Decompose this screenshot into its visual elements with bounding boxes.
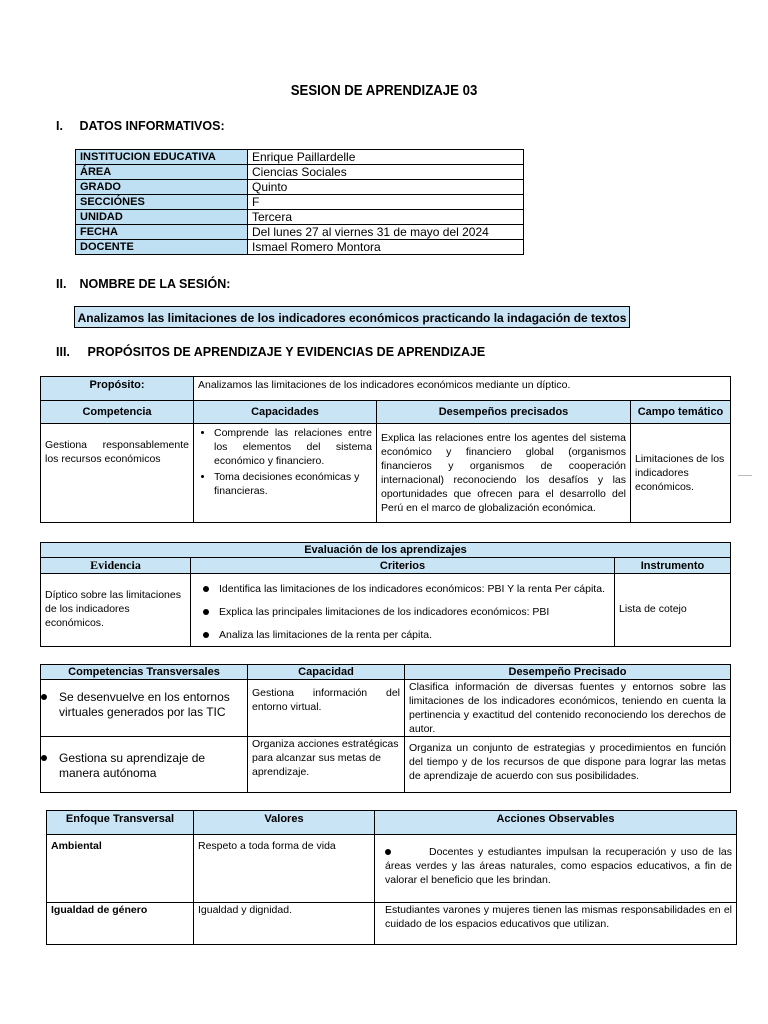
desempeno-cell: Clasifica información de diversas fuentes y entornos sobre las limitaciones de los indicadores económicos, teniendo en cuenta la pertinencia y exactitud del contenido reconociendo los derechos de autor. <box>405 680 731 737</box>
criterios-cell <box>191 574 615 647</box>
header-capacidades: Capacidades <box>194 401 377 424</box>
bullet-icon <box>385 849 391 855</box>
list-item: • Comprende las relaciones entre los elementos del sistema económico y financiero. <box>214 426 372 468</box>
competencia-transversal: Se desenvuelve en los entornos virtuales generados por las TIC <box>59 690 230 719</box>
header-competencia: Competencia <box>41 401 194 424</box>
criterio-item: Analiza las limitaciones de la renta per cápita. <box>219 629 433 641</box>
section-datos-informativos <box>56 119 225 133</box>
section-label: PROPÓSITOS DE APRENDIZAJE Y EVIDENCIAS DE APRENDIZAJE <box>87 345 486 359</box>
info-row <box>76 210 524 225</box>
header-valores: Valores <box>194 811 375 835</box>
info-row <box>76 180 524 195</box>
enfoque-cell: Ambiental <box>47 835 194 903</box>
info-key: FECHA <box>76 225 248 240</box>
transversal-table <box>40 664 731 793</box>
purpose-table <box>40 376 731 523</box>
acciones-cell <box>375 835 737 903</box>
info-row <box>76 225 524 240</box>
header-criterios: Criterios <box>191 558 615 574</box>
section-number: III. <box>56 345 70 359</box>
acciones-cell: Estudiantes varones y mujeres tienen las mismas responsabilidades en el cuidado de los espacios educativos que utilizan. <box>375 903 737 945</box>
acciones-text: Docentes y estudiantes impulsan la recuperación y uso de las áreas verdes y las áreas naturales, como espacios educativos, a fin de valorar el beneficio que les brindan. <box>385 846 732 886</box>
info-table <box>75 149 524 255</box>
header-desempeno-precisado: Desempeño Precisado <box>405 665 731 680</box>
competencia-transversal-cell <box>41 737 248 793</box>
bullet-icon <box>41 694 47 700</box>
info-row <box>76 195 524 210</box>
header-desempenos: Desempeños precisados <box>377 401 631 424</box>
info-row <box>76 150 524 165</box>
section-number: I. <box>56 119 63 133</box>
criterio-item: Identifica las limitaciones de los indicadores económicos: PBI Y la renta Per cápita. <box>219 583 605 595</box>
section-number: II. <box>56 277 67 291</box>
capacidad-cell: Organiza acciones estratégicas para alcanzar sus metas de aprendizaje. <box>248 737 405 793</box>
desempeno-cell: Explica las relaciones entre los agentes del sistema económico y financiero global (organismos financieros y organismos de cooperación internacional) reconociendo los desafíos y las oportunidades que ofrecen para el desarrollo del Perú en el marco de globalización económica. <box>377 424 631 523</box>
bullet-icon <box>41 755 47 761</box>
section-propositos <box>56 345 485 359</box>
info-key: UNIDAD <box>76 210 248 225</box>
capacidad-cell: Gestiona información del entorno virtual. <box>248 680 405 737</box>
info-key: INSTITUCION EDUCATIVA <box>76 150 248 165</box>
enfoque-table <box>46 810 737 945</box>
info-value: Del lunes 27 al viernes 31 de mayo del 2024 <box>248 225 524 240</box>
list-item: • Toma decisiones económicas y financieras. <box>214 470 372 498</box>
campo-cell: Limitaciones de los indicadores económicos. <box>631 424 731 523</box>
info-key: DOCENTE <box>76 240 248 255</box>
header-capacidad: Capacidad <box>248 665 405 680</box>
competencia-transversal-cell <box>41 680 248 737</box>
bullet-icon <box>203 632 209 638</box>
criterio-item: Explica las principales limitaciones de los indicadores económicos: PBI <box>219 606 550 618</box>
header-evidencia: Evidencia <box>41 558 191 574</box>
evaluation-title: Evaluación de los aprendizajes <box>41 543 731 558</box>
info-value: Quinto <box>248 180 524 195</box>
info-value: F <box>248 195 524 210</box>
section-label: NOMBRE DE LA SESIÓN: <box>79 277 231 291</box>
evidencia-cell: Díptico sobre las limitaciones de los indicadores económicos. <box>41 574 191 647</box>
valores-cell: Igualdad y dignidad. <box>194 903 375 945</box>
header-instrumento: Instrumento <box>615 558 731 574</box>
info-key: GRADO <box>76 180 248 195</box>
instrumento-cell: Lista de cotejo <box>615 574 731 647</box>
valores-cell: Respeto a toda forma de vida <box>194 835 375 903</box>
enfoque-cell: Igualdad de género <box>47 903 194 945</box>
info-row <box>76 240 524 255</box>
section-label: DATOS INFORMATIVOS: <box>79 119 225 133</box>
desempeno-cell: Organiza un conjunto de estrategias y procedimientos en función del tiempo y de los recursos de que dispone para lograr las metas de aprendizaje de acuerdo con sus posibilidades. <box>405 737 731 793</box>
capacidades-cell <box>194 424 377 523</box>
header-campo-tematico: Campo temático <box>631 401 731 424</box>
session-name-box: Analizamos las limitaciones de los indicadores económicos practicando la indagación de textos <box>74 306 630 328</box>
purpose-text: Analizamos las limitaciones de los indicadores económicos mediante un díptico. <box>194 377 731 401</box>
purpose-label: Propósito: <box>41 377 194 401</box>
competencia-transversal: Gestiona su aprendizaje de manera autónoma <box>59 751 206 780</box>
margin-mark <box>738 475 752 476</box>
evaluation-table <box>40 542 731 647</box>
info-value: Ismael Romero Montora <box>248 240 524 255</box>
bullet-icon <box>203 609 209 615</box>
section-nombre-sesion <box>56 277 230 291</box>
header-acciones: Acciones Observables <box>375 811 737 835</box>
competencia-cell: Gestiona responsablemente los recursos económicos <box>41 424 194 523</box>
document-title: SESION DE APRENDIZAJE 03 <box>290 82 478 99</box>
bullet-icon <box>203 586 209 592</box>
info-value: Ciencias Sociales <box>248 165 524 180</box>
header-competencias-transversales: Competencias Transversales <box>41 665 248 680</box>
header-enfoque: Enfoque Transversal <box>47 811 194 835</box>
info-value: Enrique Paillardelle <box>248 150 524 165</box>
info-key: SECCIÓNES <box>76 195 248 210</box>
info-key: ÁREA <box>76 165 248 180</box>
info-value: Tercera <box>248 210 524 225</box>
info-row <box>76 165 524 180</box>
